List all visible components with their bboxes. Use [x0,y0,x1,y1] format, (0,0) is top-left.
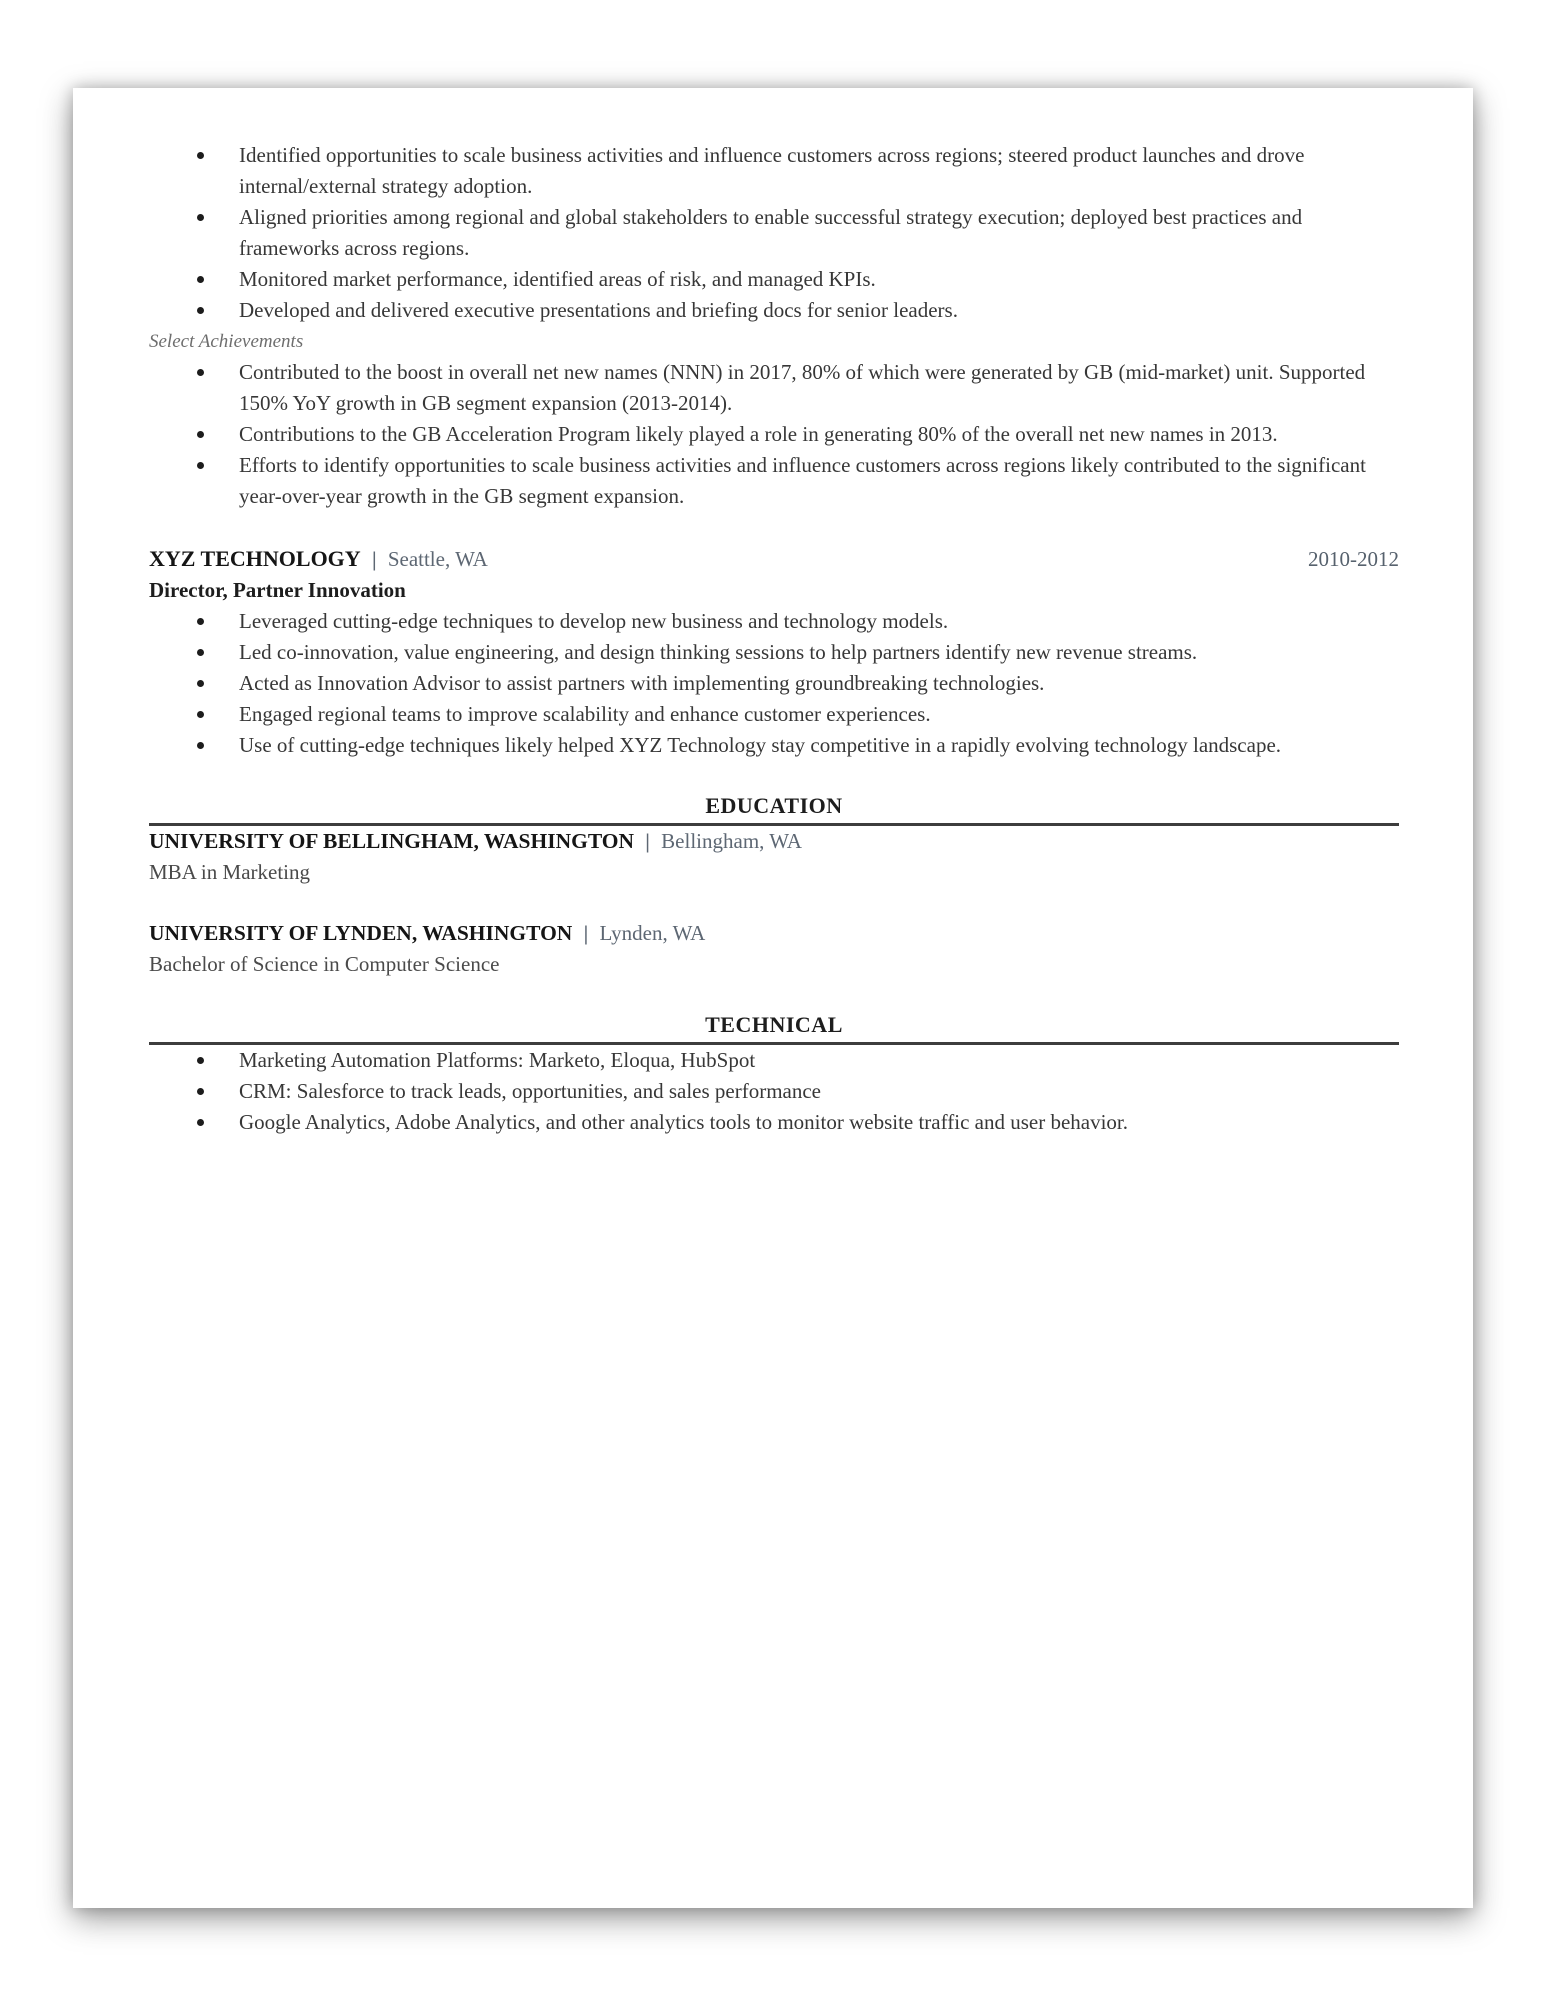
bullet-item: Aligned priorities among regional and global stakeholders to enable successful strategy execution; deployed best practices and frameworks across regions. [239,202,1399,264]
bullet-item: Leveraged cutting-edge techniques to develop new business and technology models. [239,606,1399,637]
divider: | [583,921,589,945]
divider: | [645,829,650,853]
bullet-item: Contributed to the boost in overall net new names (NNN) in 2017, 80% of which were generated by GB (mid-market) unit. Supported 150% YoY growth in GB segment expansion (2013-2014). [239,357,1399,419]
technical-heading: TECHNICAL [705,1012,843,1037]
select-achievements-label: Select Achievements [149,331,304,352]
education-section [149,791,1399,980]
job-dates: 2010-2012 [1308,547,1399,571]
bullet-item: Monitored market performance, identified areas of risk, and managed KPIs. [239,264,1399,295]
company-line [149,543,488,575]
bullet-item: Google Analytics, Adobe Analytics, and other analytics tools to monitor website traffic and user behavior. [239,1107,1399,1138]
divider: | [371,547,377,571]
school-name: UNIVERSITY OF BELLINGHAM, WASHINGTON [149,829,635,853]
school-location: Bellingham, WA [661,829,802,853]
education-entry [149,918,1399,980]
achievements-bullet-list [149,357,1399,512]
resume-page [73,88,1473,1908]
bullet-item: Identified opportunities to scale business activities and influence customers across regions; steered product launches and drove internal/external strategy adoption. [239,140,1399,202]
resume-content [73,88,1473,1138]
technical-section [149,1010,1399,1138]
bullet-item: Acted as Innovation Advisor to assist partners with implementing groundbreaking technologies. [239,668,1399,699]
bullet-item: CRM: Salesforce to track leads, opportunities, and sales performance [239,1076,1399,1107]
company-name: XYZ TECHNOLOGY [149,546,361,571]
degree: Bachelor of Science in Computer Science [149,952,500,976]
school-line [149,826,1399,857]
bullet-item: Developed and delivered executive presentations and briefing docs for senior leaders. [239,295,1399,326]
education-entry [149,826,1399,888]
school-line [149,918,1399,949]
bullet-item: Efforts to identify opportunities to scale business activities and influence customers across regions likely contributed to the significant year-over-year growth in the GB segment expansion. [239,450,1399,512]
job-header [149,543,1399,575]
school-location: Lynden, WA [599,921,706,945]
bullet-item: Led co-innovation, value engineering, and design thinking sessions to help partners identify new revenue streams. [239,637,1399,668]
education-heading: EDUCATION [705,793,843,818]
bullet-item: Use of cutting-edge techniques likely helped XYZ Technology stay competitive in a rapidly evolving technology landscape. [239,730,1399,761]
degree: MBA in Marketing [149,860,310,884]
bullet-item: Contributions to the GB Acceleration Program likely played a role in generating 80% of the overall net new names in 2013. [239,419,1399,450]
role-bullet-list [149,140,1399,326]
company-location: Seattle, WA [387,547,488,571]
technical-bullet-list [149,1045,1399,1138]
bullet-item: Marketing Automation Platforms: Marketo, Eloqua, HubSpot [239,1045,1399,1076]
job-bullet-list [149,606,1399,761]
school-name: UNIVERSITY OF LYNDEN, WASHINGTON [149,921,573,945]
job-title: Director, Partner Innovation [149,578,406,602]
bullet-item: Engaged regional teams to improve scalability and enhance customer experiences. [239,699,1399,730]
